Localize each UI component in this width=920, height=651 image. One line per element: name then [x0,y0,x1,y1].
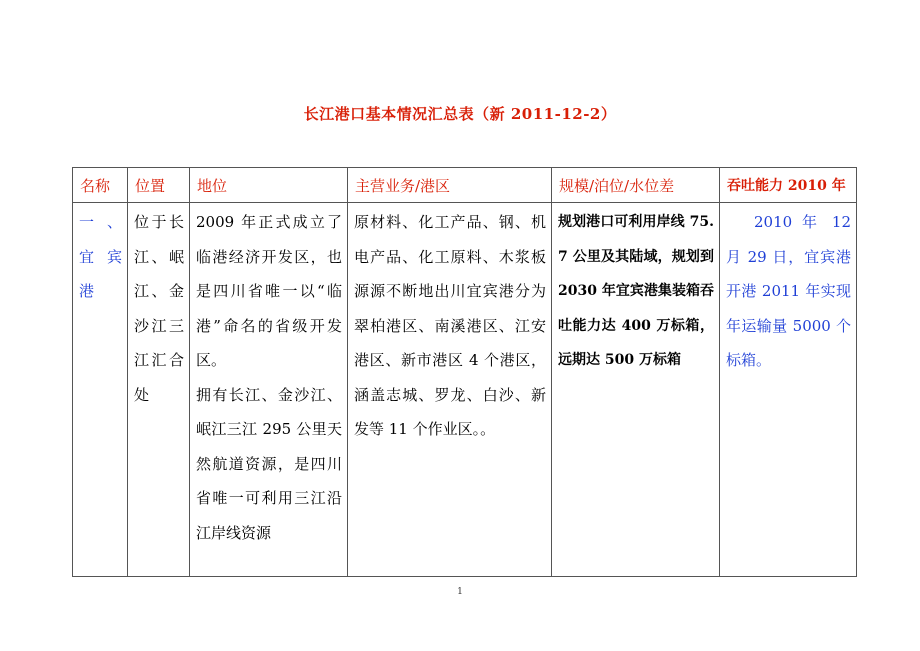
port-capacity-cell [720,203,856,378]
document-title: 长江港口基本情况汇总表（新 2011-12-2） [303,105,617,123]
port-status-paragraph-1: 2009 年正式成立了临港经济开发区，也是四川省唯一以“临港”命名的省级开发区。 [196,213,342,369]
port-status-cell [190,203,347,550]
port-capacity-text: 2010 年 12 月 29 日，宜宾港开港 2011 年实现年运输量 5000 个标箱。 [726,213,851,369]
header-scale: 规模/泊位/水位差 [552,168,720,203]
page-number: 1 [457,587,463,597]
header-name: 名称 [73,168,128,203]
header-status: 地位 [190,168,348,203]
header-capacity: 吞吐能力 2010 年 [720,168,857,203]
header-location: 位置 [128,168,190,203]
port-status-paragraph-2: 拥有长江、金沙江、岷江三江 295 公里天然航道资源，是四川省唯一可利用三江沿江岸线资源 [196,385,342,542]
port-scale-cell: 规划港口可利用岸线 75.7 公里及其陆域，规划到 2030 年宜宾港集装箱吞吐能力达 400 万标箱，远期达 500 万标箱 [558,214,714,368]
header-business: 主营业务/港区 [348,168,552,203]
port-location-cell: 位于长江、岷江、金沙江三江汇合处 [134,213,184,404]
port-business-cell: 原材料、化工产品、钢、机电产品、化工原料、木浆板源源不断地出川宜宾港分为翠柏港区、南溪港区、江安港区、新市港区 4 个港区，涵盖志城、罗龙、白沙、新发等 11 个作业区。。 [354,213,546,438]
port-summary-table [72,167,857,577]
port-name-cell: 一、宜宾港 [79,213,122,300]
table-header-row [73,168,857,203]
table-row [73,203,857,577]
